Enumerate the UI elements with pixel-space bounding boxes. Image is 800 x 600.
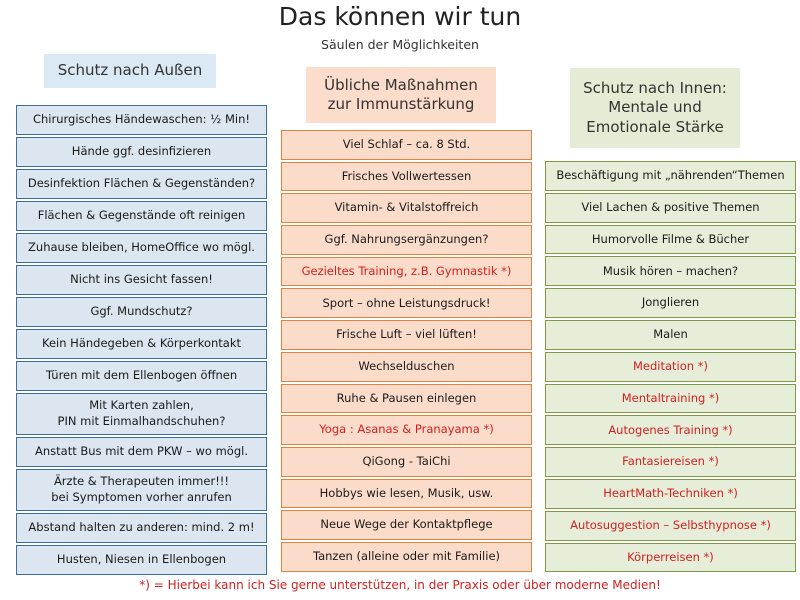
measure-item: [281, 130, 532, 160]
measure-item: [545, 415, 796, 445]
measure-item: [16, 393, 267, 435]
measure-item: [281, 384, 532, 414]
measure-item-label: Ruhe & Pausen einlegen: [336, 390, 477, 405]
measure-item-label: Viel Lachen & positive Themen: [581, 199, 760, 214]
column-header-inner-protection: [570, 68, 740, 148]
measure-item: [16, 137, 267, 167]
measure-item-label: Türen mit dem Ellenbogen öffnen: [45, 368, 238, 383]
measure-item-label: Mit Karten zahlen, PIN mit Einmalhandschuhen?: [57, 398, 226, 428]
measure-item: [16, 105, 267, 135]
measure-item-label: Ggf. Mundschutz?: [90, 304, 193, 319]
measure-item-label: Beschäftigung mit „nährenden“Themen: [556, 168, 785, 183]
measure-item: [281, 510, 532, 540]
header-label: Schutz nach Außen: [57, 61, 203, 80]
measure-item: [281, 288, 532, 318]
measure-item-label: Malen: [653, 327, 688, 342]
measure-item-label: Neue Wege der Kontaktpflege: [320, 517, 493, 532]
measure-item-label: Mentaltraining *): [621, 390, 720, 405]
measure-item: [16, 201, 267, 231]
header-label: Schutz nach Innen: Mentale und Emotionale Stärke: [583, 78, 727, 136]
measure-item-label: HeartMath-Techniken *): [603, 486, 738, 501]
measure-item-label: Autosuggestion – Selbsthypnose *): [570, 517, 771, 532]
measure-item-label: Körperreisen *): [627, 549, 714, 564]
measure-item: [16, 233, 267, 263]
measure-item-label: Nicht ins Gesicht fassen!: [70, 272, 213, 287]
measure-item-label: Frische Luft – viel lüften!: [336, 327, 477, 342]
measure-item-label: Frisches Vollwertessen: [341, 168, 472, 183]
measure-item: [281, 257, 532, 287]
measure-item: [545, 225, 796, 255]
measure-item: [545, 161, 796, 191]
measure-item: [545, 352, 796, 382]
column-header-outer-protection: [44, 54, 216, 88]
measure-item: [16, 513, 267, 543]
measure-item-label: Autogenes Training *): [608, 422, 733, 437]
measure-item: [545, 288, 796, 318]
measure-item: [16, 169, 267, 199]
measure-item: [281, 542, 532, 572]
measure-item: [281, 162, 532, 192]
column-immune-boost: [281, 130, 532, 572]
measure-item-label: Meditation *): [633, 358, 708, 373]
measure-item-label: Hände ggf. desinfizieren: [71, 144, 212, 159]
footnote: *) = Hierbei kann ich Sie gerne unterstützen, in der Praxis oder über moderne Medien!: [139, 578, 661, 592]
measure-item-label: Flächen & Gegenstände oft reinigen: [37, 208, 246, 223]
measure-item-label: Gezieltes Training, z.B. Gymnastik *): [301, 263, 512, 278]
measure-item: [281, 352, 532, 382]
measure-item: [281, 415, 532, 445]
measure-item-label: Anstatt Bus mit dem PKW – wo mögl.: [35, 444, 248, 459]
measure-item-label: Humorvolle Filme & Bücher: [591, 231, 750, 246]
measure-item: [16, 545, 267, 575]
measure-item-label: Husten, Niesen in Ellenbogen: [56, 552, 227, 567]
measure-item-label: QiGong - TaiChi: [362, 453, 451, 468]
measure-item: [545, 320, 796, 350]
measure-item: [281, 193, 532, 223]
measure-item: [545, 543, 796, 573]
measure-item: [16, 361, 267, 391]
column-inner-protection: [545, 161, 796, 572]
measure-item-label: Ggf. Nahrungsergänzungen?: [324, 232, 489, 247]
measure-item: [545, 256, 796, 286]
measure-item: [16, 437, 267, 467]
measure-item-label: Musik hören – machen?: [602, 263, 739, 278]
measure-item-label: Abstand halten zu anderen: mind. 2 m!: [28, 520, 255, 535]
measure-item: [281, 320, 532, 350]
measure-item: [16, 329, 267, 359]
measure-item-label: Chirurgisches Händewaschen: ½ Min!: [32, 112, 250, 127]
measure-item-label: Fantasiereisen *): [622, 454, 719, 469]
column-outer-protection: [16, 105, 267, 575]
column-header-immune-boost: [306, 67, 496, 123]
measure-item-label: Hobbys wie lesen, Musik, usw.: [319, 485, 494, 500]
measure-item: [281, 447, 532, 477]
measure-item: [545, 193, 796, 223]
measure-item-label: Jonglieren: [641, 295, 700, 310]
measure-item: [281, 479, 532, 509]
measure-item: [16, 265, 267, 295]
measure-item: [545, 479, 796, 509]
measure-item-label: Tanzen (alleine oder mit Familie): [312, 549, 501, 564]
measure-item: [545, 447, 796, 477]
measure-item-label: Vitamin- & Vitalstoffreich: [334, 200, 479, 215]
measure-item-label: Viel Schlaf – ca. 8 Std.: [342, 137, 471, 152]
measure-item-label: Yoga : Asanas & Pranayama *): [319, 422, 494, 437]
measure-item-label: Kein Händegeben & Körperkontakt: [42, 336, 241, 351]
measure-item-label: Desinfektion Flächen & Gegenständen?: [27, 176, 256, 191]
measure-item-label: Ärzte & Therapeuten immer!!! bei Symptomen vorher anrufen: [51, 474, 232, 504]
page-title: Das können wir tun: [278, 2, 522, 31]
measure-item: [281, 225, 532, 255]
measure-item: [16, 469, 267, 511]
page-subtitle: Säulen der Möglichkeiten: [321, 37, 479, 52]
header-label: Übliche Maßnahmen zur Immunstärkung: [324, 75, 478, 113]
measure-item: [545, 384, 796, 414]
measure-item: [16, 297, 267, 327]
measure-item-label: Wechselduschen: [358, 358, 455, 373]
measure-item: [545, 511, 796, 541]
measure-item-label: Sport – ohne Leistungsdruck!: [322, 295, 491, 310]
measure-item-label: Zuhause bleiben, HomeOffice wo mögl.: [28, 240, 255, 255]
